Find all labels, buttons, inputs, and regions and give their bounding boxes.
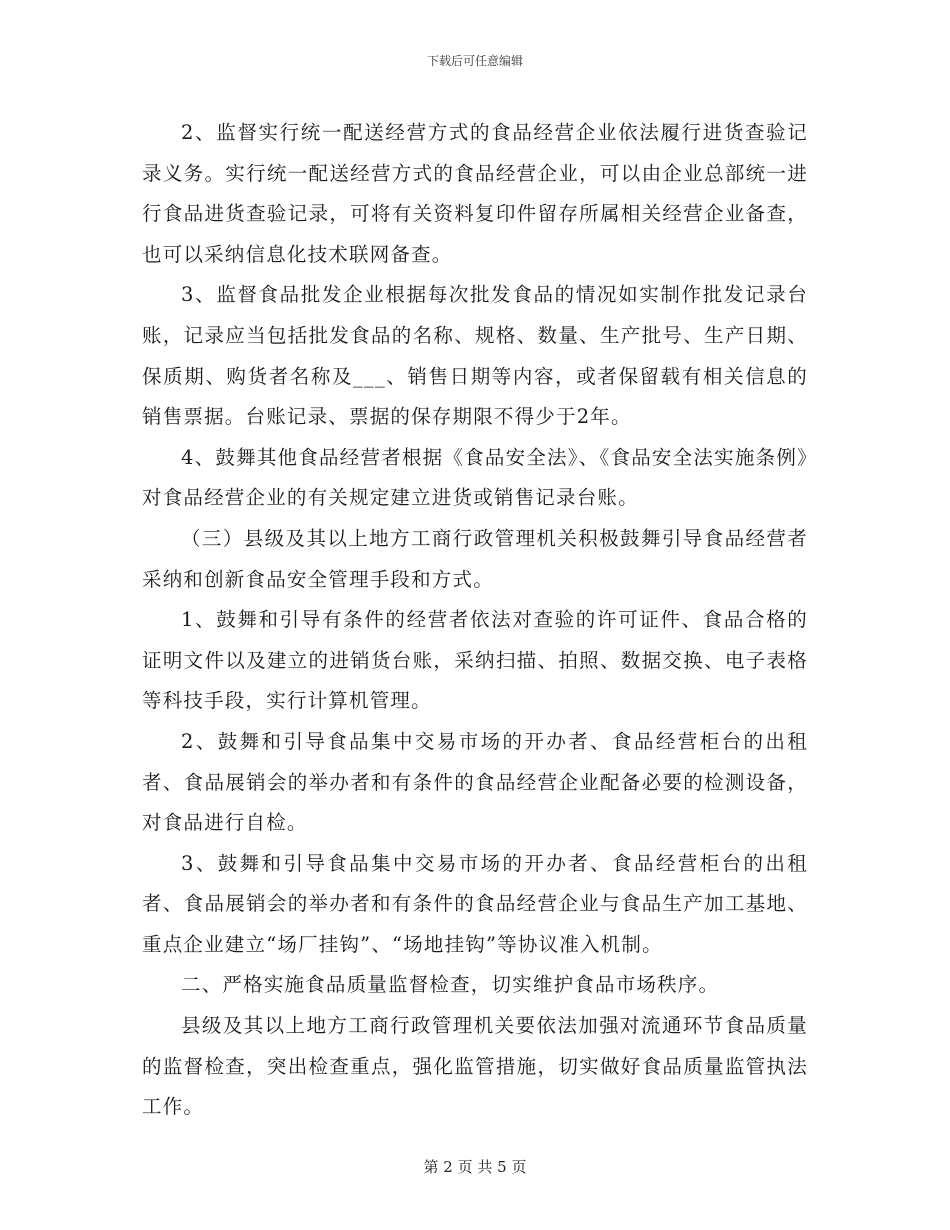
paragraph-section-2-body: 县级及其以上地方工商行政管理机关要依法加强对流通环节食品质量的监督检查，突出检查重点，强化监管措施，切实做好食品质量监管执法工作。: [142, 1014, 808, 1119]
paragraph-section-3-item-3: 3、鼓舞和引导食品集中交易市场的开办者、食品经营柜台的出租者、食品展销会的举办者和有条件的食品经营企业与食品生产加工基地、重点企业建立“场厂挂钩”、“场地挂钩”等协议准入机制。: [142, 851, 808, 956]
paragraph-section-2-heading: 二、严格实施食品质量监督检查，切实维护食品市场秩序。: [181, 973, 720, 997]
paragraph-section-3-item-1: 1、鼓舞和引导有条件的经营者依法对查验的许可证件、食品合格的证明文件以及建立的进销货台账，采纳扫描、拍照、数据交换、电子表格等科技手段，实行计算机管理。: [142, 608, 808, 713]
page-number-footer: 第 2 页 共 5 页: [423, 1158, 527, 1176]
page-header: 下载后可任意编辑: [426, 54, 523, 68]
paragraph-item-3-wholesale-records: 3、监督食品批发企业根据每次批发食品的情况如实制作批发记录台账，记录应当包括批发食品的名称、规格、数量、生产批号、生产日期、保质期、购货者名称及___、销售日期等内容，或者保留载有相关信息的销售票据。台账记录、票据的保存期限不得少于2年。: [142, 283, 808, 429]
paragraph-section-3-heading: （三）县级及其以上地方工商行政管理机关积极鼓舞引导食品经营者采纳和创新食品安全管理手段和方式。: [142, 526, 808, 591]
paragraph-item-4-other-operators: 4、鼓舞其他食品经营者根据《食品安全法》、《食品安全法实施条例》对食品经营企业的有关规定建立进货或销售记录台账。: [142, 445, 808, 510]
paragraph-item-2-unified-distribution: 2、监督实行统一配送经营方式的食品经营企业依法履行进货查验记录义务。实行统一配送经营方式的食品经营企业，可以由企业总部统一进行食品进货查验记录，可将有关资料复印件留存所属相关经营企业备查，也可以采纳信息化技术联网备查。: [142, 121, 808, 266]
paragraph-section-3-item-2: 2、鼓舞和引导食品集中交易市场的开办者、食品经营柜台的出租者、食品展销会的举办者和有条件的食品经营企业配备必要的检测设备，对食品进行自检。: [142, 729, 808, 835]
document-body: [142, 113, 808, 1128]
